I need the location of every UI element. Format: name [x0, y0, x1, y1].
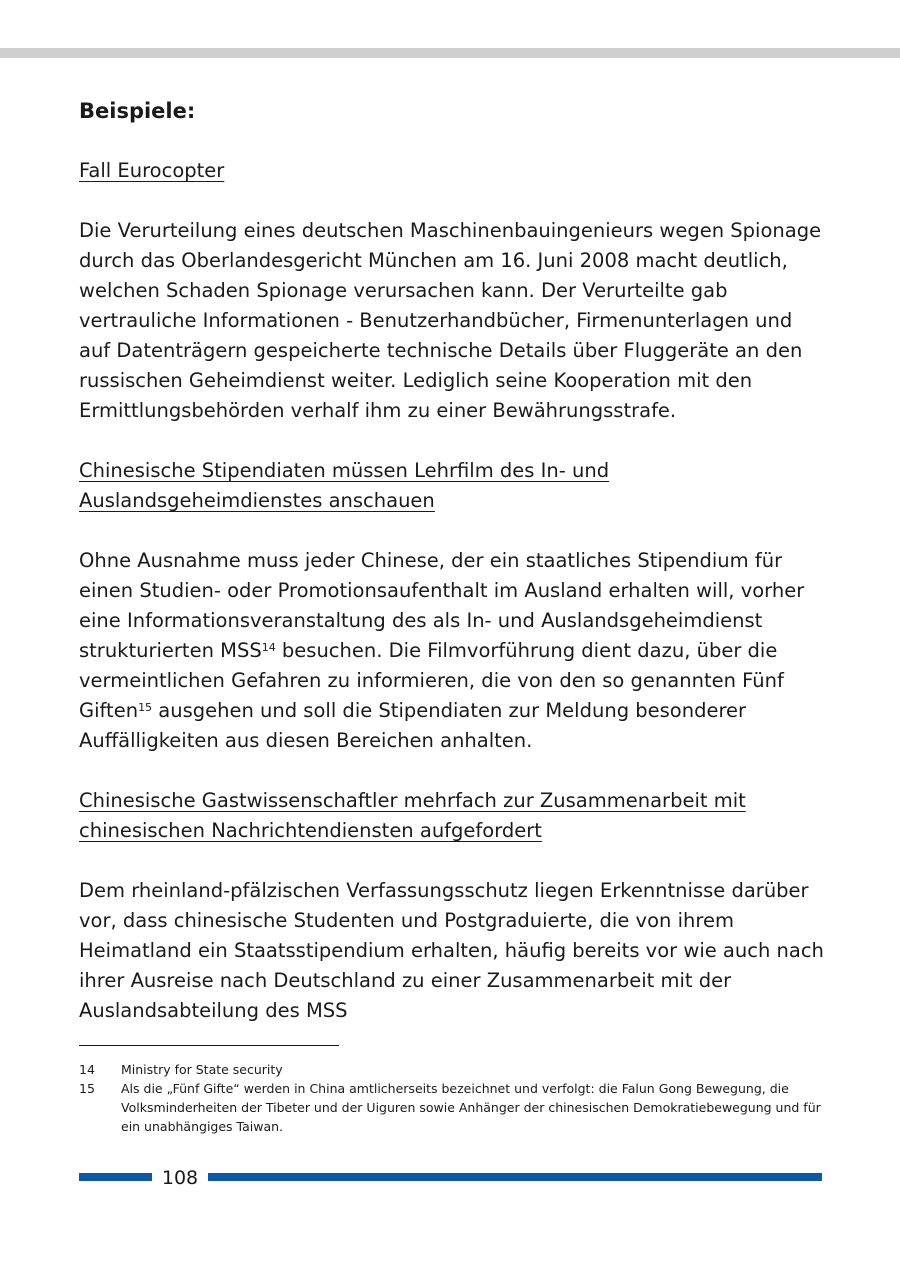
section-title-gastwissenschaftler: Chinesische Gastwissenschaftler mehrfach zur Zusammenarbeit mit chinesischen Nachrichtendiensten aufgefordert [79, 789, 746, 842]
footnote-ref: 14 [261, 641, 276, 654]
section-title-stipendiaten: Chinesische Stipendiaten müssen Lehrfilm des In- und Auslandsgeheimdienstes anschauen [79, 459, 610, 512]
footnote-number: 15 [79, 1081, 95, 1096]
body-text: Ohne Ausnahme muss jeder Chinese, der ein staatliches Stipendium für einen Studien- oder Promotionsaufenthalt im Ausland erhalten will, vorher eine Informationsveranstaltung des als In- und Auslandsgeheimdienst strukturierten MSS [79, 549, 805, 662]
main-content [79, 96, 824, 1026]
page-heading: Beispiele: [79, 99, 196, 123]
body-text: besuchen. Die Filmvorführung dient dazu, über die vermeintlichen Gefahren zu informieren, die von den so genannten Fünf Giften [79, 639, 784, 722]
footnote-divider [79, 1045, 339, 1046]
section-title-eurocopter: Fall Eurocopter [79, 159, 225, 182]
footnote-text: Ministry for State security [121, 1062, 283, 1077]
body-text: ausgehen und soll die Stipendiaten zur Meldung besonderer Auffälligkeiten aus diesen Bereichen anhalten. [79, 699, 747, 752]
section-body-gastwissenschaftler: Dem rheinland-pfälzischen Verfassungsschutz liegen Erkenntnisse darüber vor, dass chinesische Studenten und Postgraduierte, die von ihrem Heimatland ein Staatsstipendium erhalten, häufig bereits vor wie auch nach ihrer Ausreise nach Deutschland zu einer Zusammenarbeit mit der Auslandsabteilung des MSS [79, 879, 824, 1022]
footnote-number: 14 [79, 1062, 95, 1077]
page-footer [0, 1166, 900, 1192]
footnotes [79, 1060, 824, 1136]
footer-bar-left [79, 1173, 152, 1181]
footer-bar-right [208, 1173, 822, 1181]
footnote-text: Als die „Fünf Gifte“ werden in China amtlicherseits bezeichnet und verfolgt: die Falun Gong Bewegung, die Volksminderheiten der Tibeter und der Uiguren sowie Anhänger der chinesischen Demokratiebewegung und für ein unabhängiges Taiwan. [121, 1081, 821, 1134]
top-divider-bar [0, 48, 900, 58]
footnote-ref: 15 [138, 701, 153, 714]
footnote-item [79, 1079, 824, 1136]
footnote-item [79, 1060, 824, 1079]
section-body-eurocopter: Die Verurteilung eines deutschen Maschinenbauingenieurs wegen Spionage durch das Oberlandesgericht München am 16. Juni 2008 macht deutlich, welchen Schaden Spionage verursachen kann. Der Verurteilte gab vertrauliche Informationen - Benutzerhandbücher, Firmenunterlagen und auf Datenträgern gespeicherte technische Details über Fluggeräte an den russischen Geheimdienst weiter. Lediglich seine Kooperation mit den Ermittlungsbehörden verhalf ihm zu einer Bewährungsstrafe. [79, 219, 822, 422]
section-body-stipendiaten [79, 546, 824, 756]
page-number: 108 [161, 1167, 199, 1189]
